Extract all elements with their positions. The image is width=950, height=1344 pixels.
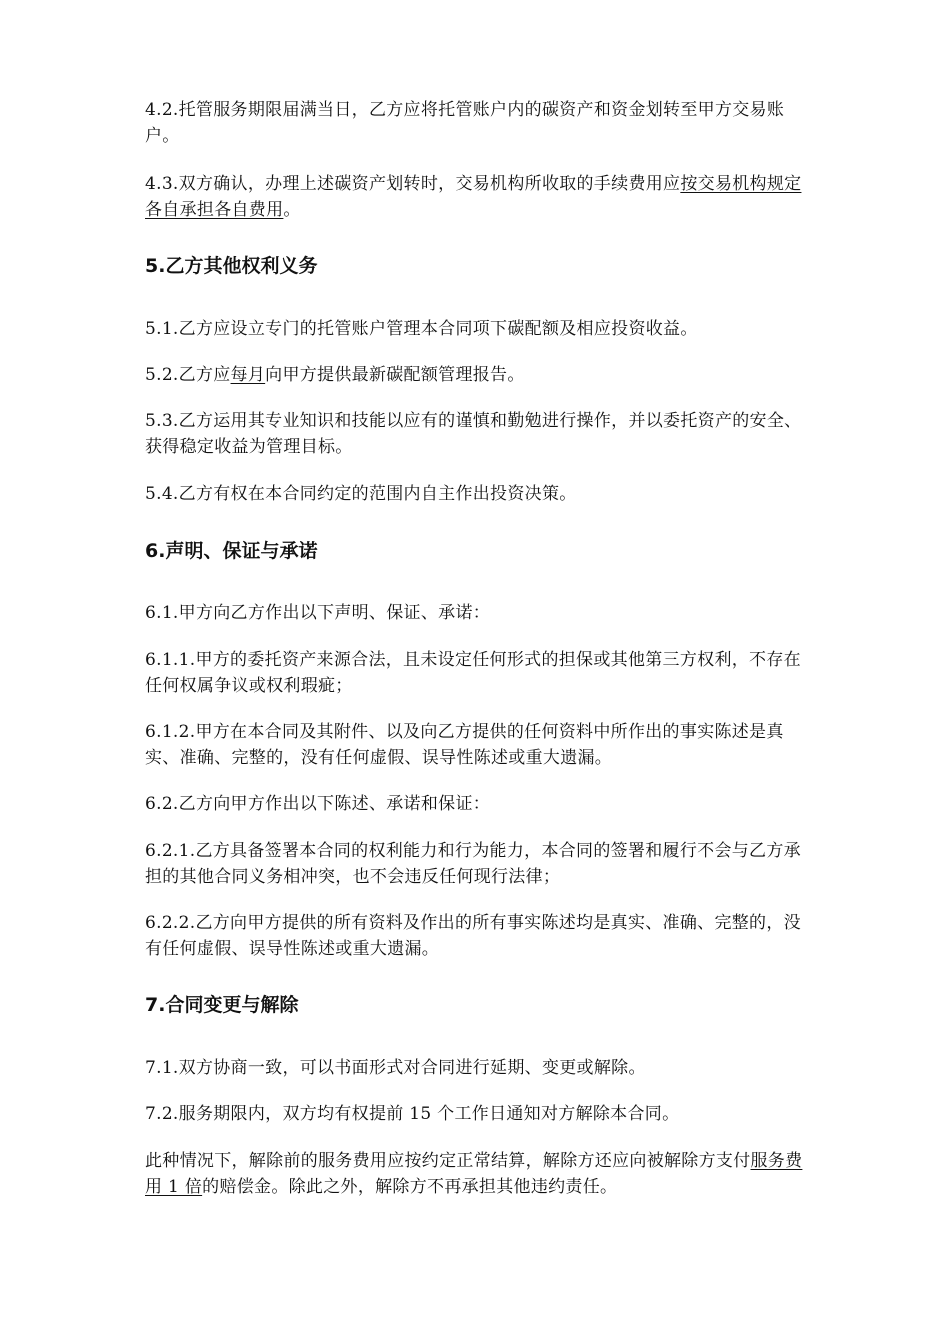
clause-7-2: 7.2.服务期限内，双方均有权提前 15 个工作日通知对方解除本合同。 [145,1104,680,1124]
section-7-heading: 7.合同变更与解除 [145,994,299,1016]
section-5-heading: 5.乙方其他权利义务 [145,255,318,277]
clause-6-2-2: 6.2.2.乙方向甲方提供的所有资料及作出的所有事实陈述均是真实、准确、完整的，没有任何虚假、误导性陈述或重大遗漏。 [145,913,801,959]
section-6-heading: 6.声明、保证与承诺 [145,540,318,562]
clause-7-1: 7.1.双方协商一致，可以书面形式对合同进行延期、变更或解除。 [145,1058,646,1078]
clause-6-2: 6.2.乙方向甲方作出以下陈述、承诺和保证： [145,794,491,814]
clause-7-2-continuation-end: 的赔偿金。除此之外，解除方不再承担其他违约责任。 [202,1177,618,1197]
clause-5-2 [145,362,805,388]
clause-4-2: 4.2.托管服务期限届满当日，乙方应将托管账户内的碳资产和资金划转至甲方交易账户。 [145,100,785,146]
clause-7-2-continuation-text: 此种情况下，解除前的服务费用应按约定正常结算，解除方还应向被解除方支付 [145,1151,751,1171]
clause-6-1-1: 6.1.1.甲方的委托资产来源合法，且未设定任何形式的担保或其他第三方权利，不存在任何权属争议或权利瑕疵； [145,650,801,696]
clause-5-1: 5.1.乙方应设立专门的托管账户管理本合同项下碳配额及相应投资收益。 [145,319,698,339]
clause-6-1: 6.1.甲方向乙方作出以下声明、保证、承诺： [145,603,491,623]
clause-5-3: 5.3.乙方运用其专业知识和技能以应有的谨慎和勤勉进行操作，并以委托资产的安全、获得稳定收益为管理目标。 [145,411,802,457]
clause-6-1-2: 6.1.2.甲方在本合同及其附件、以及向乙方提供的任何资料中所作出的事实陈述是真实、准确、完整的，没有任何虚假、误导性陈述或重大遗漏。 [145,722,784,768]
clause-5-2-end: 向甲方提供最新碳配额管理报告。 [265,365,525,385]
clause-7-2-underlined: 服务费用 1 倍 [145,1151,803,1197]
clause-5-4: 5.4.乙方有权在本合同约定的范围内自主作出投资决策。 [145,484,577,504]
clause-4-3-text: 4.3.双方确认，办理上述碳资产划转时，交易机构所收取的手续费用应 [145,174,681,194]
clause-4-3-underlined: 按交易机构规定各自承担各自费用 [145,174,802,220]
clause-6-2-1: 6.2.1.乙方具备签署本合同的权利能力和行为能力，本合同的签署和履行不会与乙方承担的其他合同义务相冲突，也不会违反任何现行法律； [145,841,801,887]
clause-4-3-end: 。 [283,200,301,220]
clause-5-2-text: 5.2.乙方应 [145,365,231,385]
clause-4-3 [145,171,805,223]
clause-7-2-continuation [145,1148,805,1200]
clause-5-2-underlined: 每月 [230,365,266,385]
